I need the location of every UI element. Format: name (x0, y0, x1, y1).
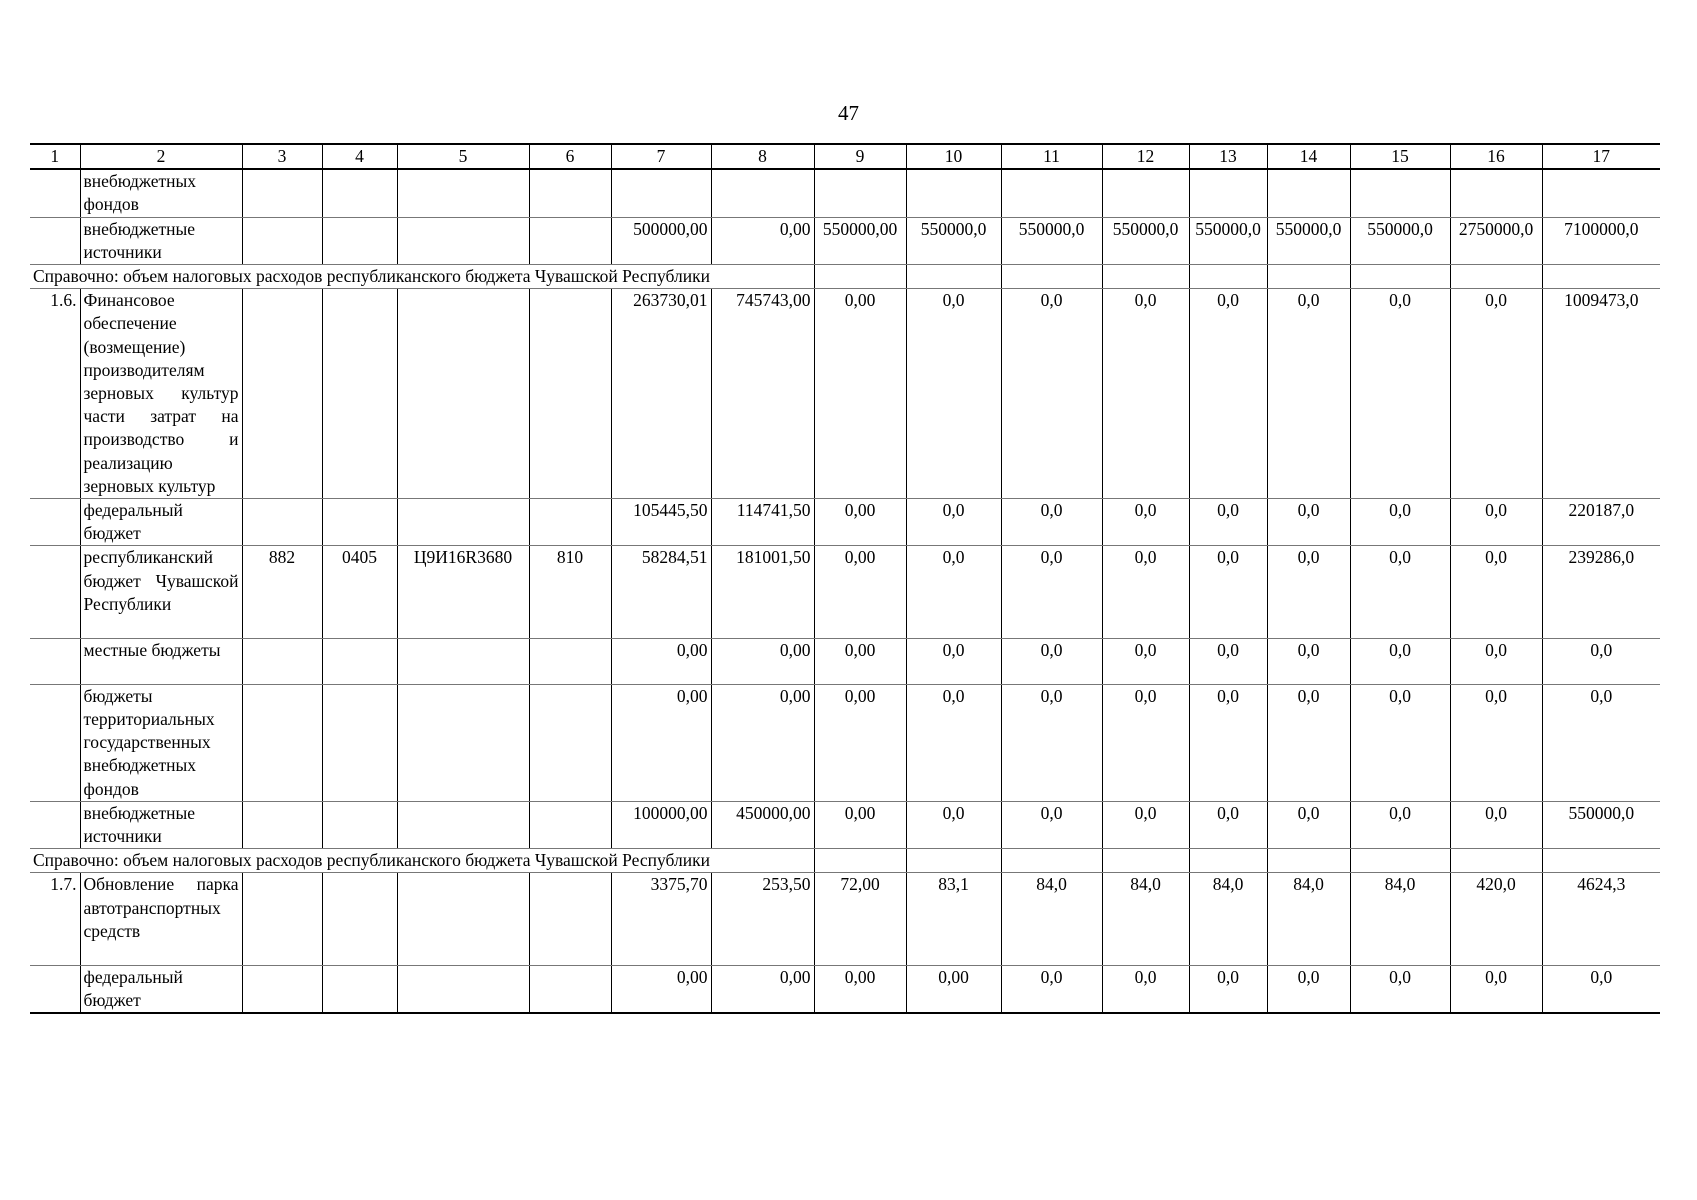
column-header-16: 16 (1450, 144, 1542, 169)
budget-code-cell (322, 801, 397, 848)
page-number: 47 (838, 101, 859, 125)
value-cell (814, 169, 906, 217)
value-cell: 83,1 (906, 873, 1001, 965)
value-cell: 84,0 (1189, 873, 1267, 965)
value-cell: 420,0 (1450, 873, 1542, 965)
value-cell: 550000,0 (1542, 801, 1660, 848)
value-cell (711, 169, 814, 217)
budget-code-cell (529, 638, 611, 684)
value-cell: 84,0 (1001, 873, 1102, 965)
budget-code-cell (529, 499, 611, 546)
row-name: местные бюджеты (80, 638, 242, 684)
column-header-12: 12 (1102, 144, 1189, 169)
value-cell (1267, 169, 1350, 217)
row-index (30, 169, 80, 217)
value-cell: 0,0 (1001, 546, 1102, 638)
column-header-17: 17 (1542, 144, 1660, 169)
value-cell: 0,0 (1102, 638, 1189, 684)
empty-cell (1102, 849, 1189, 873)
budget-code-cell (242, 873, 322, 965)
value-cell: 0,00 (711, 684, 814, 801)
note-row (30, 849, 1660, 873)
value-cell: 0,0 (1542, 684, 1660, 801)
budget-code-cell: 810 (529, 546, 611, 638)
table-row (30, 289, 1660, 499)
budget-code-cell (529, 873, 611, 965)
budget-code-cell: 882 (242, 546, 322, 638)
value-cell: 0,0 (1102, 289, 1189, 499)
value-cell: 0,0 (1350, 801, 1450, 848)
column-header-6: 6 (529, 144, 611, 169)
empty-cell (1189, 265, 1267, 289)
value-cell: 0,0 (1267, 499, 1350, 546)
value-cell: 0,00 (611, 638, 711, 684)
value-cell: 0,00 (814, 801, 906, 848)
column-header-14: 14 (1267, 144, 1350, 169)
column-header-1: 1 (30, 144, 80, 169)
value-cell: 58284,51 (611, 546, 711, 638)
row-index (30, 684, 80, 801)
row-name: федеральный бюджет (80, 499, 242, 546)
value-cell: 0,0 (1189, 801, 1267, 848)
value-cell (1001, 169, 1102, 217)
budget-code-cell (322, 217, 397, 264)
empty-cell (1102, 265, 1189, 289)
value-cell: 550000,0 (1350, 217, 1450, 264)
value-cell (1189, 169, 1267, 217)
empty-cell (1189, 849, 1267, 873)
budget-code-cell (242, 965, 322, 1013)
value-cell: 0,0 (1350, 499, 1450, 546)
value-cell: 1009473,0 (1542, 289, 1660, 499)
empty-cell (1267, 849, 1350, 873)
value-cell: 0,0 (1102, 499, 1189, 546)
value-cell: 0,0 (1542, 638, 1660, 684)
value-cell: 0,00 (906, 965, 1001, 1013)
value-cell: 0,00 (711, 217, 814, 264)
value-cell: 0,0 (1189, 638, 1267, 684)
value-cell: 0,00 (814, 546, 906, 638)
empty-cell (1542, 265, 1660, 289)
header-row (30, 144, 1660, 169)
value-cell: 0,0 (1267, 546, 1350, 638)
budget-code-cell (322, 499, 397, 546)
value-cell: 84,0 (1350, 873, 1450, 965)
value-cell: 239286,0 (1542, 546, 1660, 638)
budget-code-cell (529, 217, 611, 264)
empty-cell (1450, 265, 1542, 289)
budget-code-cell (242, 499, 322, 546)
value-cell (611, 169, 711, 217)
value-cell: 220187,0 (1542, 499, 1660, 546)
budget-code-cell (322, 873, 397, 965)
budget-code-cell (397, 289, 529, 499)
value-cell (1350, 169, 1450, 217)
value-cell: 0,00 (814, 499, 906, 546)
budget-code-cell (397, 684, 529, 801)
value-cell: 450000,00 (711, 801, 814, 848)
empty-cell (906, 849, 1001, 873)
table-row (30, 546, 1660, 638)
budget-code-cell (242, 289, 322, 499)
value-cell: 550000,0 (1001, 217, 1102, 264)
value-cell: 0,0 (1001, 801, 1102, 848)
value-cell: 0,0 (1450, 546, 1542, 638)
row-name: внебюджетных фондов (80, 169, 242, 217)
value-cell: 0,0 (1102, 684, 1189, 801)
value-cell: 0,0 (1350, 638, 1450, 684)
value-cell: 0,00 (814, 638, 906, 684)
value-cell: 0,0 (906, 499, 1001, 546)
value-cell: 0,0 (1189, 965, 1267, 1013)
value-cell: 0,0 (1350, 546, 1450, 638)
value-cell: 4624,3 (1542, 873, 1660, 965)
column-header-8: 8 (711, 144, 814, 169)
value-cell: 0,0 (906, 546, 1001, 638)
value-cell: 0,0 (1450, 684, 1542, 801)
reference-note: Справочно: объем налоговых расходов республиканского бюджета Чувашской Республики (30, 265, 814, 289)
value-cell: 0,0 (1102, 546, 1189, 638)
value-cell: 0,0 (1189, 289, 1267, 499)
budget-code-cell (529, 169, 611, 217)
empty-cell (1542, 849, 1660, 873)
value-cell: 0,0 (1450, 499, 1542, 546)
row-name: внебюджетные источники (80, 217, 242, 264)
value-cell: 0,0 (1450, 965, 1542, 1013)
value-cell: 0,0 (1102, 801, 1189, 848)
row-name: Финансовое обеспечение (возмещение) производителям зерновых культур части затрат на производство и реализацию зерновых культур (80, 289, 242, 499)
budget-code-cell (242, 217, 322, 264)
value-cell: 0,0 (1102, 965, 1189, 1013)
row-index (30, 546, 80, 638)
value-cell: 550000,00 (814, 217, 906, 264)
budget-code-cell (397, 499, 529, 546)
value-cell: 0,0 (1267, 289, 1350, 499)
value-cell: 0,0 (1267, 684, 1350, 801)
table-row (30, 169, 1660, 217)
value-cell: 72,00 (814, 873, 906, 965)
row-name: бюджеты территориальных государственных внебюджетных фондов (80, 684, 242, 801)
value-cell: 0,0 (1350, 289, 1450, 499)
table-row (30, 499, 1660, 546)
row-name: внебюджетные источники (80, 801, 242, 848)
value-cell: 100000,00 (611, 801, 711, 848)
column-header-5: 5 (397, 144, 529, 169)
value-cell: 0,0 (1189, 499, 1267, 546)
value-cell: 0,0 (1350, 684, 1450, 801)
row-name: Обновление парка автотранспортных средств (80, 873, 242, 965)
value-cell: 0,00 (711, 965, 814, 1013)
value-cell: 0,0 (1189, 546, 1267, 638)
table-row (30, 965, 1660, 1013)
value-cell: 0,0 (906, 638, 1001, 684)
value-cell: 0,0 (1267, 801, 1350, 848)
value-cell: 0,0 (1267, 638, 1350, 684)
value-cell: 0,00 (611, 684, 711, 801)
value-cell: 0,0 (1001, 289, 1102, 499)
row-index: 1.6. (30, 289, 80, 499)
value-cell (1102, 169, 1189, 217)
row-name: федеральный бюджет (80, 965, 242, 1013)
column-header-15: 15 (1350, 144, 1450, 169)
empty-cell (1001, 849, 1102, 873)
value-cell: 0,0 (906, 684, 1001, 801)
value-cell: 84,0 (1102, 873, 1189, 965)
value-cell: 7100000,0 (1542, 217, 1660, 264)
value-cell: 2750000,0 (1450, 217, 1542, 264)
row-index (30, 217, 80, 264)
table-row (30, 217, 1660, 264)
budget-code-cell (397, 965, 529, 1013)
value-cell: 263730,01 (611, 289, 711, 499)
column-header-9: 9 (814, 144, 906, 169)
value-cell: 550000,0 (906, 217, 1001, 264)
value-cell: 0,0 (1450, 289, 1542, 499)
column-header-2: 2 (80, 144, 242, 169)
budget-code-cell (397, 217, 529, 264)
budget-code-cell (322, 638, 397, 684)
budget-code-cell (529, 289, 611, 499)
value-cell: 0,00 (611, 965, 711, 1013)
value-cell: 0,0 (1001, 965, 1102, 1013)
empty-cell (1001, 265, 1102, 289)
table-row (30, 801, 1660, 848)
budget-code-cell (322, 169, 397, 217)
empty-cell (1267, 265, 1350, 289)
row-index (30, 801, 80, 848)
value-cell: 253,50 (711, 873, 814, 965)
budget-code-cell (322, 965, 397, 1013)
value-cell: 0,0 (1189, 684, 1267, 801)
empty-cell (814, 265, 906, 289)
budget-code-cell (242, 684, 322, 801)
value-cell: 550000,0 (1267, 217, 1350, 264)
empty-cell (1450, 849, 1542, 873)
value-cell: 745743,00 (711, 289, 814, 499)
value-cell: 0,0 (906, 289, 1001, 499)
table-row (30, 873, 1660, 965)
value-cell: 84,0 (1267, 873, 1350, 965)
value-cell (1450, 169, 1542, 217)
budget-code-cell (242, 801, 322, 848)
reference-note: Справочно: объем налоговых расходов республиканского бюджета Чувашской Республики (30, 849, 814, 873)
value-cell: 0,0 (1542, 965, 1660, 1013)
value-cell: 181001,50 (711, 546, 814, 638)
value-cell: 500000,00 (611, 217, 711, 264)
budget-code-cell (242, 169, 322, 217)
value-cell: 550000,0 (1102, 217, 1189, 264)
value-cell: 114741,50 (711, 499, 814, 546)
value-cell: 0,00 (814, 289, 906, 499)
row-index (30, 499, 80, 546)
note-row (30, 265, 1660, 289)
value-cell: 0,0 (906, 801, 1001, 848)
budget-code-cell (322, 289, 397, 499)
column-header-7: 7 (611, 144, 711, 169)
row-index (30, 965, 80, 1013)
table-row (30, 684, 1660, 801)
column-header-13: 13 (1189, 144, 1267, 169)
value-cell: 0,0 (1001, 499, 1102, 546)
budget-code-cell: 0405 (322, 546, 397, 638)
value-cell: 0,0 (1450, 801, 1542, 848)
value-cell: 0,0 (1001, 638, 1102, 684)
row-index: 1.7. (30, 873, 80, 965)
value-cell (1542, 169, 1660, 217)
empty-cell (814, 849, 906, 873)
column-header-10: 10 (906, 144, 1001, 169)
budget-code-cell (529, 965, 611, 1013)
value-cell: 550000,0 (1189, 217, 1267, 264)
value-cell: 0,0 (1450, 638, 1542, 684)
budget-code-cell (322, 684, 397, 801)
value-cell: 0,00 (814, 684, 906, 801)
budget-table (30, 143, 1660, 1014)
budget-code-cell (242, 638, 322, 684)
value-cell: 0,0 (1350, 965, 1450, 1013)
value-cell: 0,00 (711, 638, 814, 684)
value-cell: 0,0 (1267, 965, 1350, 1013)
budget-code-cell: Ц9И16R3680 (397, 546, 529, 638)
empty-cell (906, 265, 1001, 289)
value-cell: 0,00 (814, 965, 906, 1013)
budget-code-cell (397, 638, 529, 684)
budget-code-cell (529, 684, 611, 801)
value-cell: 3375,70 (611, 873, 711, 965)
value-cell: 105445,50 (611, 499, 711, 546)
budget-code-cell (397, 169, 529, 217)
column-header-4: 4 (322, 144, 397, 169)
value-cell: 0,0 (1001, 684, 1102, 801)
empty-cell (1350, 849, 1450, 873)
budget-code-cell (529, 801, 611, 848)
column-header-11: 11 (1001, 144, 1102, 169)
row-name: республиканский бюджет Чувашской Республики (80, 546, 242, 638)
table-row (30, 638, 1660, 684)
budget-code-cell (397, 873, 529, 965)
value-cell (906, 169, 1001, 217)
budget-code-cell (397, 801, 529, 848)
row-index (30, 638, 80, 684)
column-header-3: 3 (242, 144, 322, 169)
empty-cell (1350, 265, 1450, 289)
